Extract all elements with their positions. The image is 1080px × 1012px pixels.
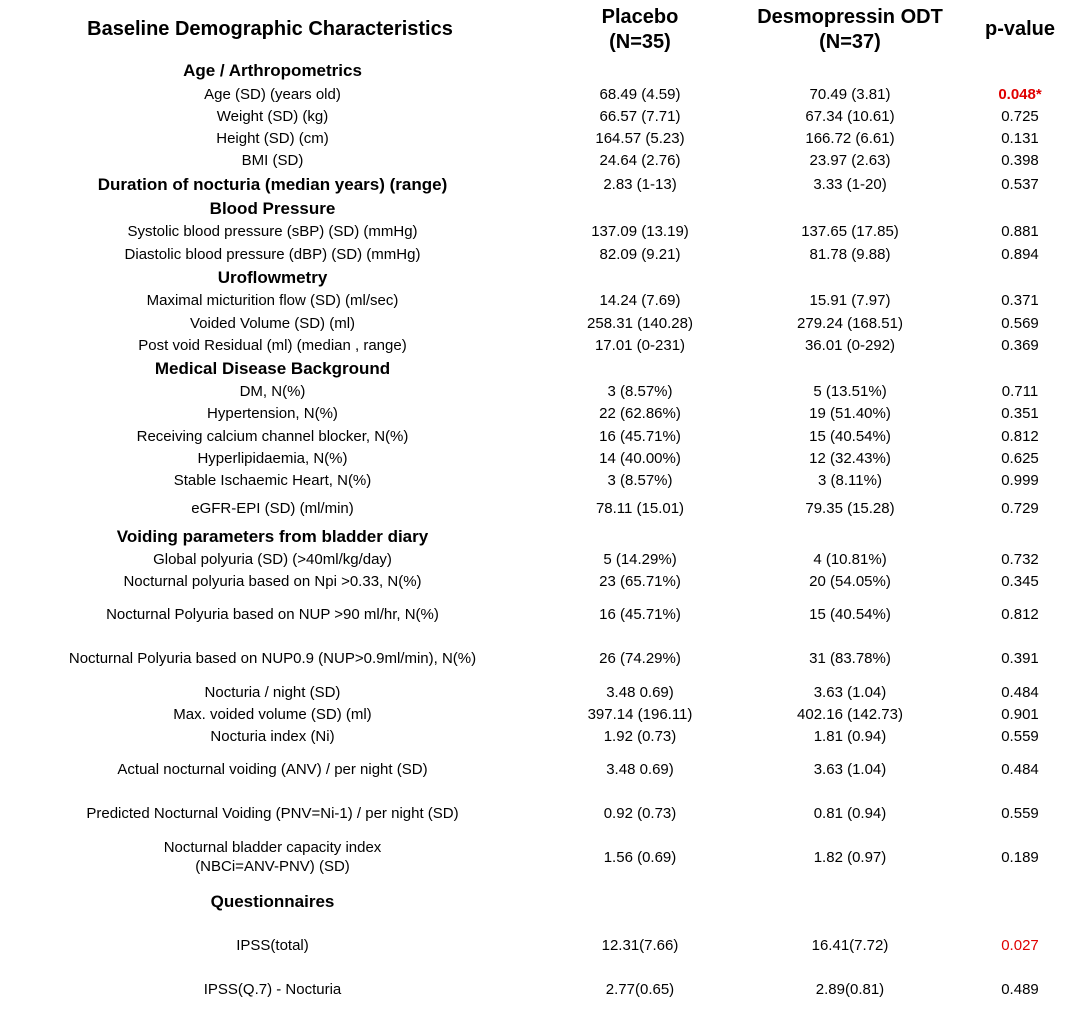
row-label-text: Nocturnal polyuria based on Npi >0.33, N(%): [123, 572, 422, 590]
table-row: [0, 449, 1080, 468]
desmopressin-value: 15.91 (7.97): [809, 291, 891, 309]
placebo-value: 5 (14.29%): [603, 550, 677, 568]
row-label: [0, 499, 545, 518]
row-label-text-line2: (NBCi=ANV-PNV) (SD): [195, 858, 350, 875]
section-label: [0, 61, 545, 80]
p-value: 0.189: [1001, 848, 1039, 866]
table-row: [0, 471, 1080, 490]
p-value: 0.537: [1001, 175, 1039, 193]
desmopressin-value: 81.78 (9.88): [809, 245, 891, 263]
section-label: [0, 527, 545, 546]
row-label-text: Stable Ischaemic Heart, N(%): [173, 471, 372, 489]
desmopressin-value: 4 (10.81%): [813, 550, 887, 568]
p-value: 0.398: [1001, 151, 1039, 169]
table-row: [0, 572, 1080, 591]
p-value: 0.725: [1001, 107, 1039, 125]
desmopressin-value: 2.89(0.81): [815, 980, 885, 998]
p-value: 0.345: [1001, 572, 1039, 590]
table-row: [0, 649, 1080, 668]
desmopressin-value: 15 (40.54%): [809, 605, 891, 623]
p-value: 0.371: [1001, 291, 1039, 309]
placebo-value: 137.09 (13.19): [591, 222, 689, 240]
section-header-row: [0, 175, 1080, 194]
row-label: [0, 550, 545, 569]
table-row: [0, 336, 1080, 355]
desmopressin-value: 79.35 (15.28): [805, 499, 895, 517]
table-row: [0, 727, 1080, 746]
p-value: 0.369: [1001, 336, 1039, 354]
placebo-header-line1: Placebo: [601, 6, 679, 28]
row-label: [0, 314, 545, 333]
row-label-text: Voided Volume (SD) (ml): [189, 314, 356, 332]
row-label-text: Voiding parameters from bladder diary: [116, 526, 429, 546]
row-label-text: Diastolic blood pressure (dBP) (SD) (mmHg): [124, 245, 421, 263]
row-label-text: Post void Residual (ml) (median , range): [138, 336, 407, 354]
placebo-value: 3.48 0.69): [606, 760, 674, 778]
row-label-text: Global polyuria (SD) (>40ml/kg/day): [153, 550, 392, 568]
p-value: 0.901: [1001, 705, 1039, 723]
p-value: 0.999: [1001, 471, 1039, 489]
desmopressin-value: 137.65 (17.85): [801, 222, 899, 240]
row-label-text: Age / Arthropometrics: [183, 60, 362, 80]
table-row: [0, 291, 1080, 310]
placebo-value: 3 (8.57%): [607, 471, 673, 489]
table-row: [0, 314, 1080, 333]
desmo-header-line2: (N=37): [819, 31, 881, 53]
table-row: [0, 245, 1080, 264]
table-row: [0, 129, 1080, 148]
row-label: [0, 427, 545, 446]
desmopressin-value: 402.16 (142.73): [797, 705, 903, 723]
desmopressin-value: 15 (40.54%): [809, 427, 891, 445]
table-row: [0, 382, 1080, 401]
row-label-text: Systolic blood pressure (sBP) (SD) (mmHg): [127, 222, 418, 240]
row-label: [0, 449, 545, 468]
row-label-text: Nocturnal Polyuria based on NUP >90 ml/hr, N(%): [106, 605, 439, 623]
p-value: 0.559: [1001, 727, 1039, 745]
section-header-row: [0, 359, 1080, 378]
section-label: [0, 268, 545, 287]
placebo-value: 1.56 (0.69): [603, 848, 677, 866]
table-title: Baseline Demographic Characteristics: [87, 18, 453, 40]
p-value: 0.625: [1001, 449, 1039, 467]
placebo-value: 2.77(0.65): [605, 980, 675, 998]
desmopressin-value: 16.41(7.72): [811, 936, 889, 954]
row-label: [0, 382, 545, 401]
row-label: [0, 222, 545, 241]
row-label-text: eGFR-EPI (SD) (ml/min): [191, 499, 354, 517]
row-label: [0, 980, 545, 999]
table-row: [0, 550, 1080, 569]
row-label: [0, 683, 545, 702]
placebo-header-line2: (N=35): [609, 31, 671, 53]
row-label-text: Medical Disease Background: [154, 358, 391, 378]
row-label-text: BMI (SD): [241, 151, 304, 169]
row-label: [0, 471, 545, 490]
section-label: [0, 892, 545, 911]
row-label-text: Nocturia index (Ni): [210, 727, 335, 745]
row-label-text: Nocturia / night (SD): [204, 683, 341, 701]
placebo-value: 17.01 (0-231): [594, 336, 686, 354]
section-label: [0, 359, 545, 378]
placebo-value: 78.11 (15.01): [595, 499, 685, 517]
table-row: [0, 107, 1080, 126]
row-label-text: Hypertension, N(%): [207, 404, 338, 422]
row-label-text: Height (SD) (cm): [216, 129, 329, 147]
row-label: [0, 245, 545, 264]
row-label-text: Questionnaires: [210, 891, 335, 911]
row-label: [0, 572, 545, 591]
row-label-text: Max. voided volume (SD) (ml): [173, 705, 372, 723]
placebo-value: 0.92 (0.73): [603, 804, 677, 822]
desmopressin-value: 166.72 (6.61): [805, 129, 895, 147]
desmopressin-value: 279.24 (168.51): [797, 314, 903, 332]
desmopressin-value: 31 (83.78%): [809, 649, 891, 667]
row-label: [0, 705, 545, 724]
row-label: [0, 936, 545, 955]
row-label-text: Receiving calcium channel blocker, N(%): [136, 427, 409, 445]
pvalue-column-header: p-value: [984, 18, 1056, 40]
p-value: 0.894: [1001, 245, 1039, 263]
p-value: 0.489: [1001, 980, 1039, 998]
row-label: [0, 649, 545, 668]
placebo-value: 23 (65.71%): [599, 572, 681, 590]
placebo-value: 26 (74.29%): [599, 649, 681, 667]
desmopressin-value: 36.01 (0-292): [804, 336, 896, 354]
table-row: [0, 404, 1080, 423]
row-label-text: Uroflowmetry: [217, 267, 328, 287]
row-label-text: Weight (SD) (kg): [216, 107, 329, 125]
placebo-value: 68.49 (4.59): [599, 85, 681, 103]
row-label-text: Age (SD) (years old): [204, 85, 341, 103]
placebo-value: 22 (62.86%): [599, 404, 681, 422]
table-row: [0, 683, 1080, 702]
desmopressin-value: 3 (8.11%): [818, 471, 882, 489]
p-value: 0.881: [1001, 222, 1039, 240]
row-label: [0, 129, 545, 148]
table-row: [0, 804, 1080, 823]
placebo-value: 164.57 (5.23): [595, 129, 685, 147]
placebo-value: 16 (45.71%): [599, 427, 681, 445]
placebo-value: 14.24 (7.69): [599, 291, 681, 309]
row-label: [0, 404, 545, 423]
table-row: [0, 427, 1080, 446]
section-header-row: [0, 527, 1080, 546]
p-value: 0.559: [1001, 804, 1039, 822]
desmopressin-value: 3.33 (1-20): [813, 175, 887, 193]
row-label-text: IPSS(Q.7) - Nocturia: [203, 980, 342, 998]
placebo-value: 24.64 (2.76): [599, 151, 681, 169]
desmopressin-value: 70.49 (3.81): [809, 85, 891, 103]
row-label-text: Blood Pressure: [209, 198, 336, 218]
p-value: 0.711: [1001, 382, 1039, 400]
desmopressin-value: 1.81 (0.94): [813, 727, 887, 745]
desmopressin-value: 12 (32.43%): [809, 449, 891, 467]
section-header-row: [0, 61, 1080, 80]
row-label-text: IPSS(total): [236, 936, 309, 954]
row-label-text: Duration of nocturia (median years) (range): [97, 174, 448, 194]
table-row: [0, 760, 1080, 779]
table-row: [0, 85, 1080, 104]
desmopressin-value: 3.63 (1.04): [813, 760, 887, 778]
desmo-header-line1: Desmopressin ODT: [757, 6, 943, 28]
table-row: [0, 705, 1080, 724]
p-value: 0.351: [1001, 404, 1039, 422]
desmopressin-column-header: [720, 5, 980, 55]
placebo-value: 3 (8.57%): [607, 382, 673, 400]
placebo-value: 1.92 (0.73): [603, 727, 677, 745]
p-value: 0.812: [1001, 605, 1039, 623]
table-row: [0, 936, 1080, 955]
p-value: 0.729: [1001, 499, 1039, 517]
placebo-value: 3.48 0.69): [606, 683, 674, 701]
row-label: [0, 804, 545, 823]
row-label-text: Maximal micturition flow (SD) (ml/sec): [146, 291, 399, 309]
p-value: 0.812: [1001, 427, 1039, 445]
placebo-value: 82.09 (9.21): [599, 245, 681, 263]
table-row: [0, 605, 1080, 624]
table-row: [0, 838, 1080, 876]
p-value: 0.391: [1001, 649, 1039, 667]
p-value: 0.569: [1001, 314, 1039, 332]
desmopressin-value: 20 (54.05%): [809, 572, 891, 590]
placebo-value: 2.83 (1-13): [603, 175, 677, 193]
row-label: [0, 107, 545, 126]
row-label-text: Predicted Nocturnal Voiding (PNV=Ni-1) / per night (SD): [86, 804, 459, 822]
row-label: [0, 85, 545, 104]
row-label-text: Actual nocturnal voiding (ANV) / per night (SD): [117, 760, 428, 778]
section-header-row: [0, 199, 1080, 218]
desmopressin-value: 23.97 (2.63): [809, 151, 891, 169]
desmopressin-value: 1.82 (0.97): [813, 848, 887, 866]
placebo-value: 66.57 (7.71): [599, 107, 681, 125]
desmopressin-value: 0.81 (0.94): [813, 804, 887, 822]
p-value: 0.027: [1001, 936, 1039, 954]
section-label: [0, 175, 545, 194]
desmopressin-value: 67.34 (10.61): [805, 107, 895, 125]
p-value: 0.484: [1001, 760, 1039, 778]
row-label-text: Nocturnal bladder capacity index: [163, 839, 382, 856]
row-label: [0, 760, 545, 779]
placebo-value: 12.31(7.66): [601, 936, 679, 954]
p-value: 0.732: [1001, 550, 1039, 568]
table-row: [0, 222, 1080, 241]
placebo-value: 397.14 (196.11): [587, 705, 693, 723]
placebo-value: 14 (40.00%): [599, 449, 681, 467]
section-header-row: [0, 268, 1080, 287]
p-value: 0.131: [1001, 129, 1039, 147]
row-label: [0, 336, 545, 355]
desmopressin-value: 3.63 (1.04): [813, 683, 887, 701]
desmopressin-value: 19 (51.40%): [809, 404, 891, 422]
row-label-text: Hyperlipidaemia, N(%): [197, 449, 348, 467]
p-value: 0.048*: [998, 85, 1042, 103]
p-value: 0.484: [1001, 683, 1039, 701]
row-label: [0, 727, 545, 746]
row-label: [0, 151, 545, 170]
placebo-value: 16 (45.71%): [599, 605, 681, 623]
placebo-column-header: [540, 5, 740, 55]
table-row: [0, 499, 1080, 518]
desmopressin-value: 5 (13.51%): [813, 382, 887, 400]
row-label-text: Nocturnal Polyuria based on NUP0.9 (NUP>0.9ml/min), N(%): [68, 649, 477, 667]
row-label: [0, 605, 545, 624]
row-label: [0, 291, 545, 310]
section-header-row: [0, 892, 1080, 911]
table-row: [0, 980, 1080, 999]
placebo-value: 258.31 (140.28): [587, 314, 693, 332]
table-row: [0, 151, 1080, 170]
section-label: [0, 199, 545, 218]
row-label-text: DM, N(%): [239, 382, 306, 400]
row-label: [0, 838, 545, 876]
